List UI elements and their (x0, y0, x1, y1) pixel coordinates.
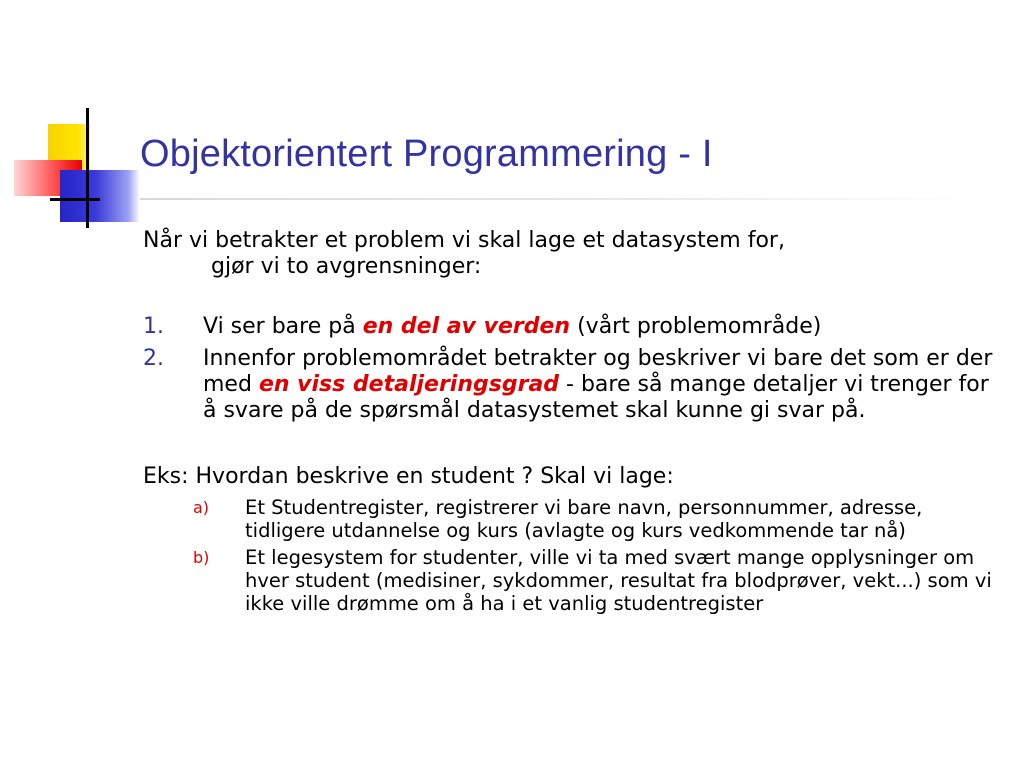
numbered-item-text (203, 346, 1003, 424)
number-marker: 1. (143, 314, 164, 339)
numbered-item-text (203, 314, 1003, 340)
lettered-item-text: Et Studentregister, registrerer vi bare navn, personnummer, adresse, tidligere utdannelse og kurs (avlagte og kurs vedkommende tar nå) (245, 496, 923, 542)
numbered-list (143, 314, 1003, 424)
letter-marker: a) (193, 498, 210, 517)
text-segment: Innenfor problemområdet betrakter og beskriver vi bare det som er der med (203, 346, 993, 397)
emphasis-text: en del av verden (362, 314, 571, 339)
slide-title: Objektorientert Programmering - I (140, 133, 713, 175)
lettered-item-text: Et legesystem for studenter, ville vi ta med svært mange opplysninger om hver student (medisiner, sykdommer, resultat fra blodprøver, vekt...) som vi ikke ville drømme om å ha i et vanlig studentregister (245, 546, 992, 615)
numbered-item (143, 314, 1003, 340)
letter-marker: b) (193, 548, 210, 567)
lettered-item (193, 546, 1003, 615)
slide-body (143, 228, 1003, 615)
logo-blue-square (60, 170, 140, 222)
title-divider (140, 198, 970, 200)
intro-line-1: Når vi betrakter et problem vi skal lage et datasystem for, (143, 228, 785, 253)
example-intro: Eks: Hvordan beskrive en student ? Skal vi lage: (143, 464, 674, 489)
text-segment: Vi ser bare på (203, 314, 363, 339)
lettered-list (193, 496, 1003, 615)
numbered-item (143, 346, 1003, 424)
intro-line-2: gjør vi to avgrensninger: (211, 254, 482, 279)
logo-horizontal-line (50, 198, 100, 201)
slide-logo (10, 108, 140, 230)
logo-vertical-line (86, 108, 89, 228)
lettered-item (193, 496, 1003, 542)
number-marker: 2. (143, 346, 164, 371)
text-segment: (vårt problemområde) (570, 314, 822, 339)
emphasis-text: en viss detaljeringsgrad (258, 372, 560, 397)
text-segment: - bare så mange detaljer vi trenger for å svare på de spørsmål datasystemet skal kunne gi svar på. (203, 372, 989, 423)
